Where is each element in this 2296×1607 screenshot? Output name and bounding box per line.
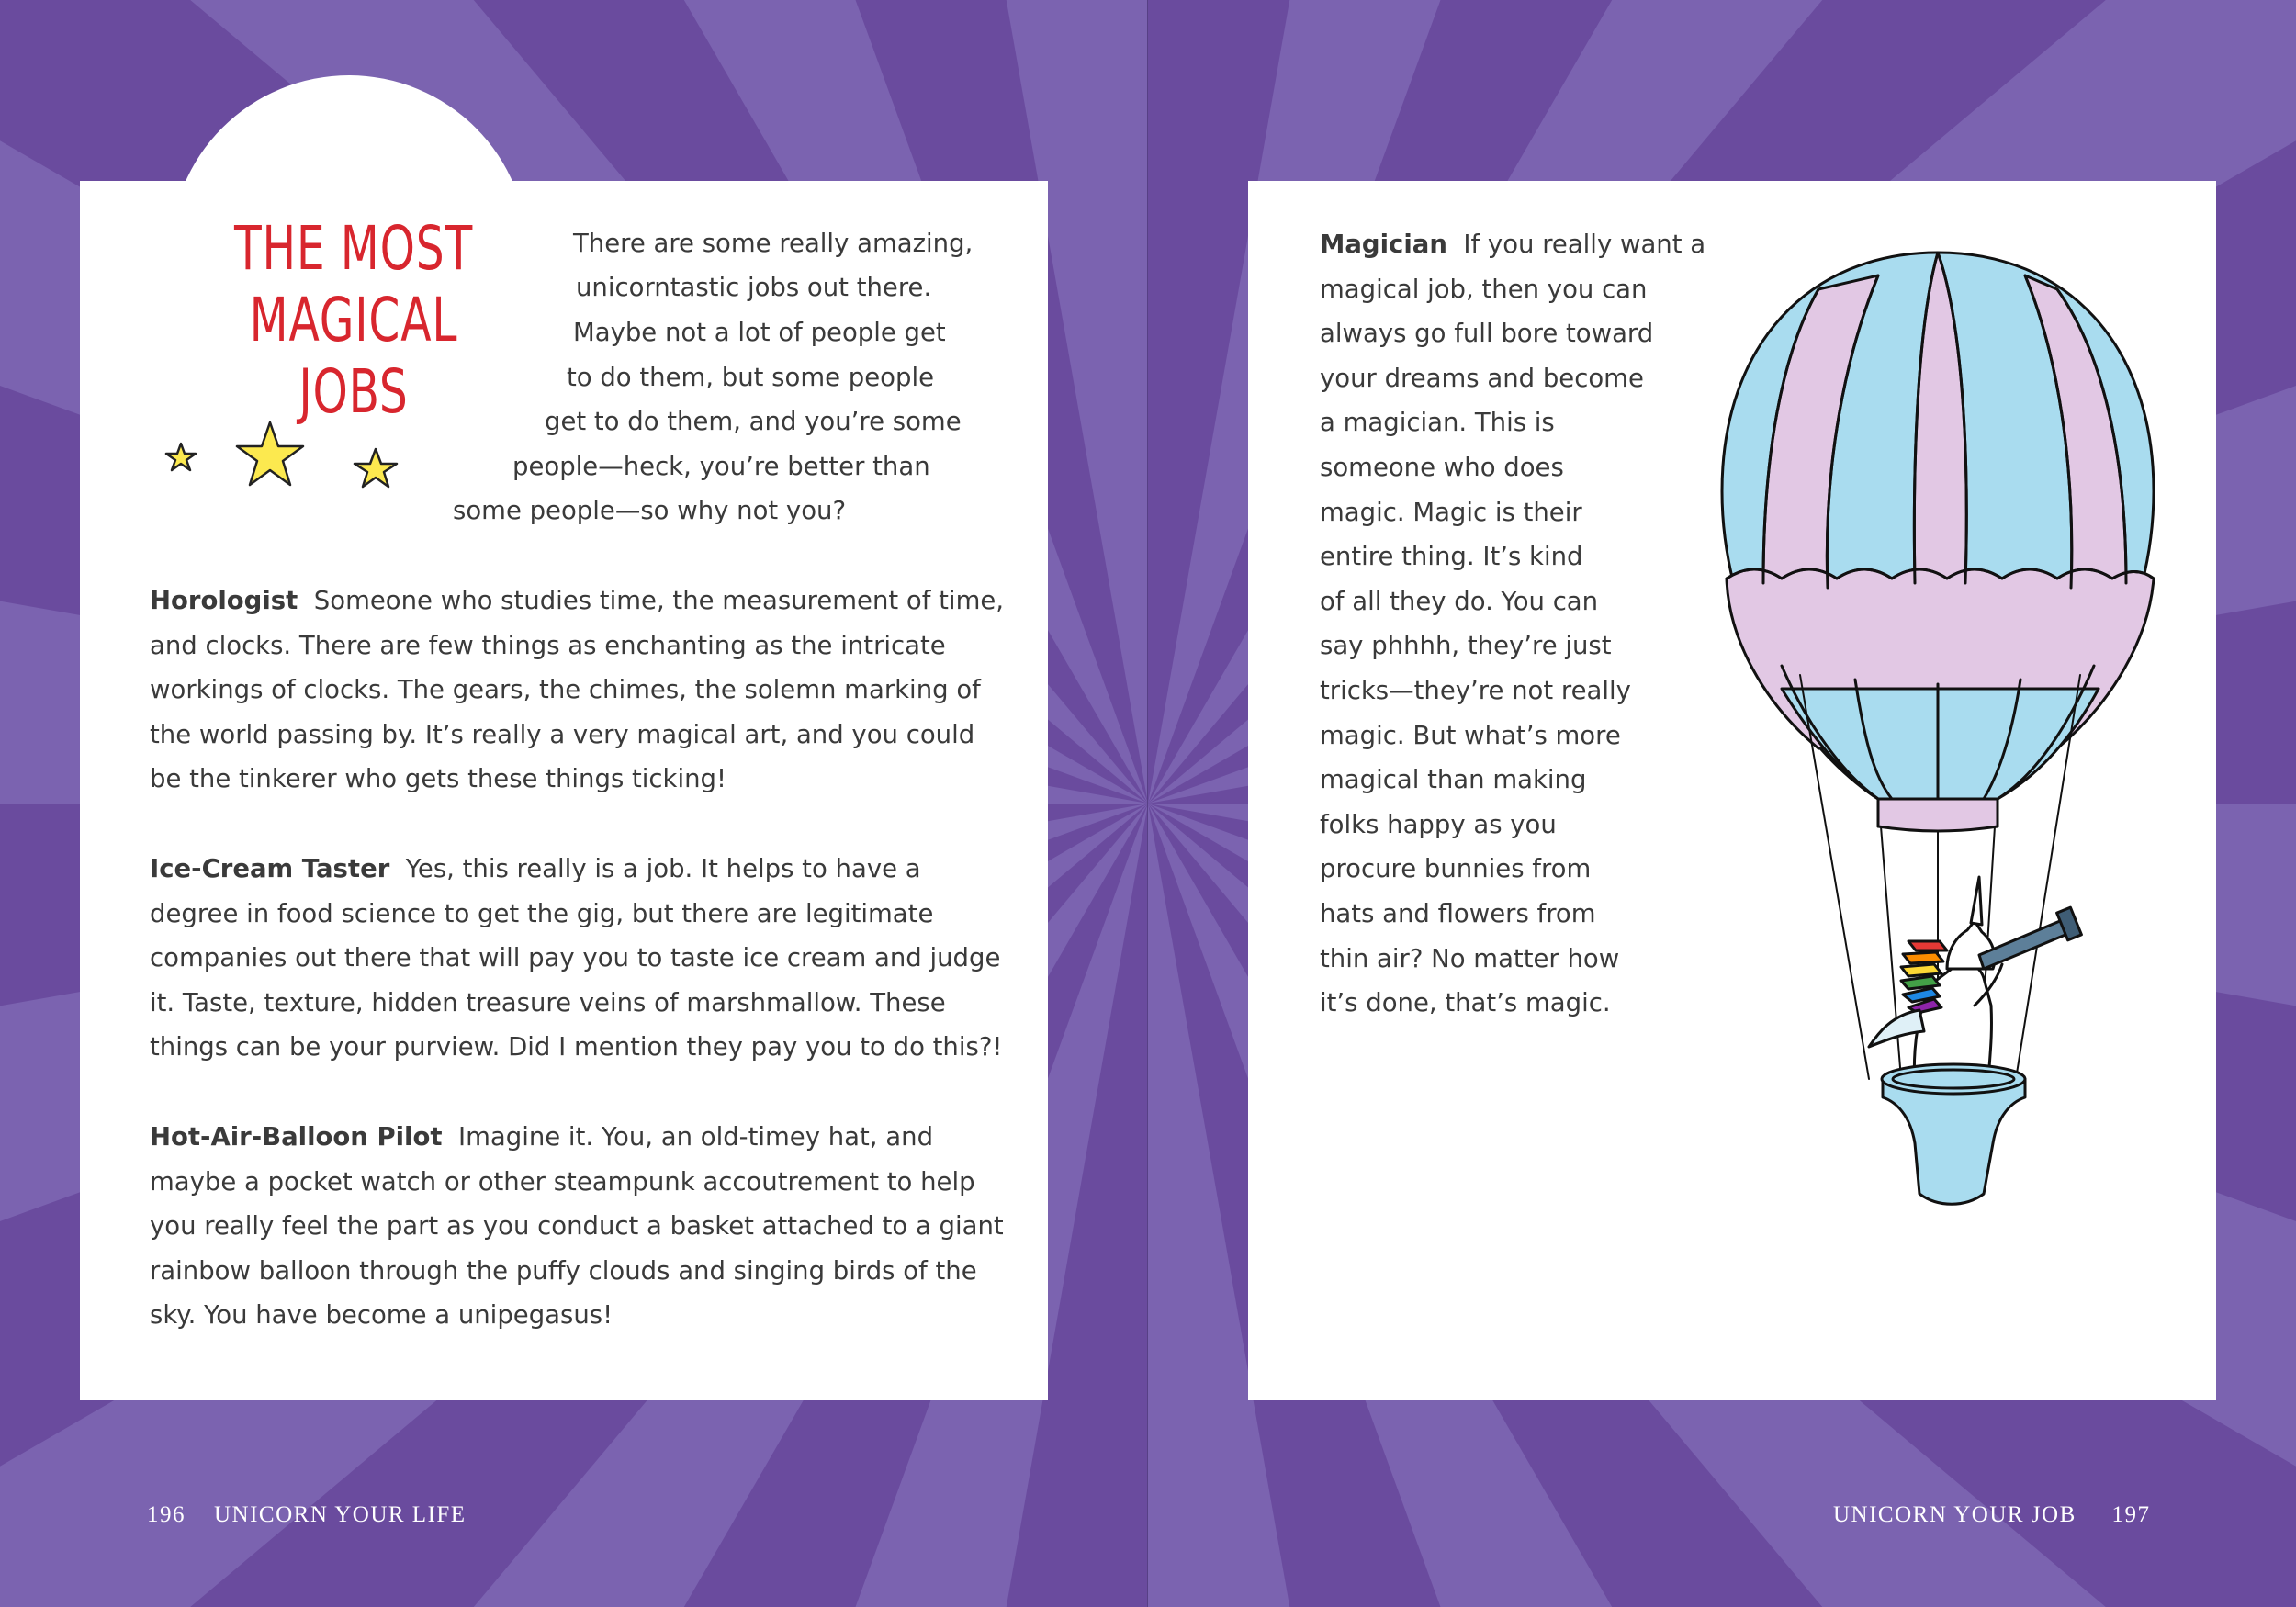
entry-term: Hot-Air-Balloon Pilot bbox=[150, 1122, 443, 1152]
running-head: UNICORN YOUR JOB bbox=[1833, 1502, 2077, 1527]
magician-line: a magician. This is bbox=[1320, 408, 1555, 438]
hot-air-balloon-unicorn-illustration bbox=[1671, 234, 2186, 1244]
title-line-1: THE MOST bbox=[233, 213, 474, 284]
stars-icon bbox=[156, 413, 413, 514]
entry-text: Yes, this really is a job. It helps to have a degree in food science to get the gig, but there are legitimate companies out there that will pay you to taste ice cream and judge it. Taste, texture, hidden treasure veins of marshmallow. These things can be your purview. Did I mention they pay you to do this?! bbox=[150, 854, 1003, 1062]
entry-term: Magician bbox=[1320, 230, 1447, 259]
magician-line: someone who does bbox=[1320, 452, 1564, 482]
magician-line: always go full bore toward bbox=[1320, 319, 1654, 349]
intro-line: get to do them, and you’re some bbox=[545, 407, 962, 436]
entry-text: Imagine it. You, an old-timey hat, and maybe a pocket watch or other steampunk accoutrement to help you really feel the part as you conduct a basket attached to a giant rainbow balloon through the puffy clouds and singing birds of the sky. You have become a unipegasus! bbox=[150, 1122, 1004, 1331]
magician-line: If you really want a bbox=[1463, 230, 1706, 259]
page-number: 196 bbox=[147, 1502, 186, 1527]
intro-line: to do them, but some people bbox=[567, 363, 934, 392]
intro-line: There are some really amazing, bbox=[573, 229, 974, 258]
magician-line: entire thing. It’s kind bbox=[1320, 542, 1583, 572]
magician-line: tricks—they’re not really bbox=[1320, 675, 1631, 705]
entry-ice-cream-taster bbox=[150, 847, 1004, 1070]
intro-line: some people—so why not you? bbox=[453, 496, 847, 525]
entry-horologist bbox=[150, 579, 1004, 802]
page-title bbox=[233, 213, 474, 428]
magician-line: folks happy as you bbox=[1320, 809, 1557, 839]
intro-line: people—heck, you’re better than bbox=[512, 452, 930, 481]
entry-magician bbox=[1320, 222, 1705, 1026]
page-footer bbox=[147, 1502, 467, 1528]
magician-line: say phhhh, they’re just bbox=[1320, 631, 1612, 661]
magician-line: magic. But what’s more bbox=[1320, 720, 1621, 750]
magician-line: procure bunnies from bbox=[1320, 854, 1592, 884]
magician-line: it’s done, that’s magic. bbox=[1320, 988, 1611, 1018]
page-number: 197 bbox=[2111, 1502, 2151, 1527]
magician-line: your dreams and become bbox=[1320, 363, 1644, 393]
magician-line: thin air? No matter how bbox=[1320, 943, 1620, 973]
magician-line: hats and flowers from bbox=[1320, 898, 1596, 928]
entry-term: Horologist bbox=[150, 586, 298, 615]
intro-line: unicorntastic jobs out there. bbox=[576, 273, 932, 302]
entry-hot-air-balloon-pilot bbox=[150, 1115, 1004, 1338]
entry-text: Someone who studies time, the measurement of time, and clocks. There are few things as enchanting as the intricate workings of clocks. The gears, the chimes, the solemn marking of the world passing by. It’s really a very magical art, and you could be the tinkerer who gets these things ticking! bbox=[150, 586, 1005, 794]
right-page bbox=[1148, 0, 2296, 1607]
magician-line: of all they do. You can bbox=[1320, 586, 1599, 616]
page-footer bbox=[1833, 1502, 2151, 1528]
title-line-2: MAGICAL JOBS bbox=[249, 285, 458, 427]
running-head: UNICORN YOUR LIFE bbox=[214, 1502, 467, 1527]
magician-line: magic. Magic is their bbox=[1320, 497, 1582, 527]
entry-term: Ice-Cream Taster bbox=[150, 854, 390, 883]
magician-line: magical job, then you can bbox=[1320, 274, 1648, 304]
magician-line: magical than making bbox=[1320, 765, 1587, 795]
intro-line: Maybe not a lot of people get bbox=[573, 318, 946, 347]
